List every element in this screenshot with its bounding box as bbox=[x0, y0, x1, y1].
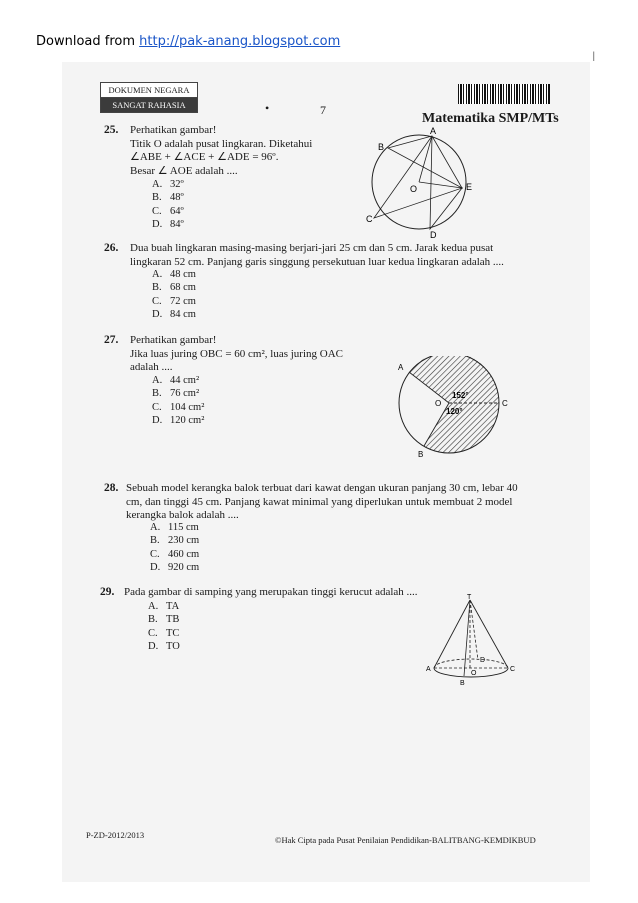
option-row: C. TC bbox=[148, 627, 180, 639]
option-row: B. 76 cm² bbox=[152, 388, 200, 400]
right-edge-mark: l bbox=[592, 50, 596, 64]
header-dot: • bbox=[265, 101, 270, 115]
option-row: A. 115 cm bbox=[150, 522, 199, 533]
question-29-text bbox=[124, 586, 418, 600]
q26-line: lingkaran 52 cm. Panjang garis singgung persekutuan luar kedua lingkaran adalah .... bbox=[130, 255, 504, 268]
option-row: D. 84º bbox=[152, 218, 184, 230]
question-29-number: 29. bbox=[100, 586, 115, 598]
cone-figure-29 bbox=[424, 592, 520, 688]
angle-120: 120° bbox=[446, 407, 463, 416]
question-26-options bbox=[152, 268, 196, 321]
footer-code: P-ZD-2012/2013 bbox=[86, 830, 145, 840]
stamp-top: DOKUMEN NEGARA bbox=[101, 83, 197, 98]
label-T: T bbox=[467, 594, 472, 601]
option-row: D. 120 cm² bbox=[152, 414, 205, 426]
label-B: B bbox=[418, 450, 424, 459]
question-25-text bbox=[130, 124, 312, 178]
question-25-number: 25. bbox=[104, 124, 119, 136]
question-25-options bbox=[152, 178, 184, 231]
question-28-options bbox=[150, 521, 199, 574]
option-row: C. 72 cm bbox=[152, 295, 196, 307]
option-row: D. 920 cm bbox=[150, 561, 200, 573]
download-bar bbox=[36, 34, 340, 49]
circle-figure-25 bbox=[360, 126, 478, 238]
label-O: O bbox=[435, 399, 442, 408]
label-B: B bbox=[378, 142, 385, 152]
option-row: A. TA bbox=[148, 601, 180, 612]
label-A: A bbox=[430, 126, 437, 136]
q28-line: Sebuah model kerangka balok terbuat dari kawat dengan ukuran panjang 30 cm, lebar 40 bbox=[126, 482, 518, 494]
stamp-bottom: SANGAT RAHASIA bbox=[101, 98, 197, 112]
option-row: B. 68 cm bbox=[152, 282, 196, 294]
question-28-number: 28. bbox=[104, 482, 119, 494]
question-27-text bbox=[130, 334, 343, 375]
option-row: B. 230 cm bbox=[150, 535, 200, 547]
download-prefix: Download from bbox=[36, 34, 140, 49]
question-26-text bbox=[130, 242, 504, 269]
label-C: C bbox=[502, 399, 508, 408]
option-row: B. 48º bbox=[152, 192, 184, 204]
barcode bbox=[458, 84, 550, 104]
q27-line: Jika luas juring OBC = 60 cm², luas juring OAC bbox=[130, 347, 343, 360]
label-O: O bbox=[471, 670, 477, 677]
angle-152: 152° bbox=[452, 391, 469, 400]
q27-line: Perhatikan gambar! bbox=[130, 334, 217, 346]
option-row: D. TO bbox=[148, 640, 180, 652]
label-A: A bbox=[398, 363, 404, 372]
subject-title: Matematika SMP/MTs bbox=[422, 111, 559, 126]
question-28-text bbox=[126, 482, 518, 523]
q28-line: kerangka balok adalah .... bbox=[126, 509, 239, 521]
q25-line: Titik O adalah pusat lingkaran. Diketahui bbox=[130, 137, 313, 150]
label-A: A bbox=[426, 666, 431, 673]
question-29-options bbox=[148, 600, 180, 653]
q25-line: ∠ABE + ∠ACE + ∠ADE = 96º. bbox=[130, 151, 279, 163]
question-27-number: 27. bbox=[104, 334, 119, 346]
option-row: C. 64º bbox=[152, 205, 184, 217]
label-E: E bbox=[466, 182, 473, 192]
option-row: A. 44 cm² bbox=[152, 375, 200, 386]
label-B: B bbox=[460, 680, 465, 687]
option-row: D. 84 cm bbox=[152, 308, 196, 320]
page-number: 7 bbox=[320, 103, 326, 117]
label-D: D bbox=[430, 230, 437, 238]
download-link[interactable]: http://pak-anang.blogspot.com bbox=[139, 34, 341, 49]
label-C: C bbox=[510, 666, 516, 673]
option-row: C. 460 cm bbox=[150, 548, 200, 560]
q25-line: Besar ∠ AOE adalah .... bbox=[130, 164, 238, 177]
option-row: B. TB bbox=[148, 614, 180, 626]
question-26-number: 26. bbox=[104, 242, 119, 254]
q25-line: Perhatikan gambar! bbox=[130, 124, 217, 136]
label-C: C bbox=[366, 214, 373, 224]
q28-line: cm, dan tinggi 45 cm. Panjang kawat minimal yang diperlukan untuk membuat 2 model bbox=[126, 495, 513, 508]
option-row: A. 48 cm bbox=[152, 269, 196, 280]
label-D: D bbox=[480, 657, 486, 664]
sector-figure-27 bbox=[392, 356, 510, 460]
scanned-page bbox=[62, 62, 590, 882]
q26-line: Dua buah lingkaran masing-masing berjari-jari 25 cm dan 5 cm. Jarak kedua pusat bbox=[130, 242, 494, 254]
option-row: C. 104 cm² bbox=[152, 401, 205, 413]
footer-copyright: ©Hak Cipta pada Pusat Penilaian Pendidikan-BALITBANG-KEMDIKBUD bbox=[275, 835, 536, 845]
q29-line: Pada gambar di samping yang merupakan tinggi kerucut adalah .... bbox=[124, 586, 418, 598]
q27-line: adalah .... bbox=[130, 361, 173, 373]
document-stamp bbox=[100, 82, 198, 113]
question-27-options bbox=[152, 374, 204, 427]
option-row: A. 32º bbox=[152, 179, 184, 190]
label-O: O bbox=[410, 184, 418, 194]
